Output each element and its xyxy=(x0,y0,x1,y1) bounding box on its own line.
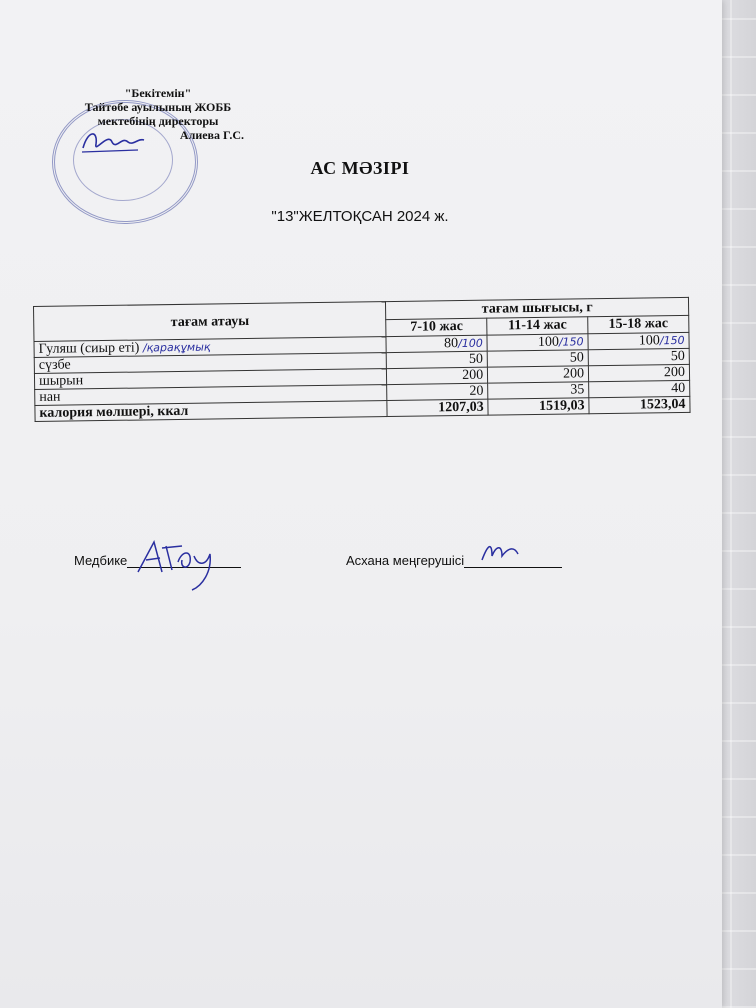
portion-value: 200 xyxy=(488,366,589,383)
age-group-header: 7-10 жас xyxy=(386,318,487,337)
portion-handwritten: /150 xyxy=(659,333,685,348)
dish-name: нан xyxy=(35,385,388,406)
director-signature xyxy=(78,128,148,158)
dish-name: сүзбе xyxy=(34,353,387,374)
portion-value: 200 xyxy=(387,367,488,384)
portion-handwritten: /150 xyxy=(558,335,584,349)
page-title: АС МӘЗІРІ xyxy=(310,158,410,178)
portion-value: 40 xyxy=(589,380,690,397)
portion-value: 200 xyxy=(588,364,689,381)
age-group-header: 11-14 жас xyxy=(487,316,588,335)
kitchen-manager-signature-line xyxy=(346,553,562,568)
dish-handwritten-note: /қарақұмық xyxy=(142,340,211,355)
kitchen-manager-signature xyxy=(478,538,528,566)
portion-value: 80 xyxy=(443,336,459,352)
calorie-value: 1523,04 xyxy=(589,396,690,413)
menu-date: "13"ЖЕЛТОҚСАН 2024 ж. xyxy=(271,208,449,225)
dish-name: шырын xyxy=(34,369,387,390)
column-header-dish: тағам атауы xyxy=(34,302,387,342)
nurse-label: Медбике xyxy=(74,553,128,568)
kitchen-manager-label: Асхана меңгерушісі xyxy=(346,553,465,568)
portion-value: 20 xyxy=(387,383,488,400)
portion-handwritten: /100 xyxy=(457,336,483,351)
age-group-header: 15-18 жас xyxy=(588,315,689,334)
portion-value: 50 xyxy=(487,350,588,367)
nurse-signature xyxy=(132,532,232,594)
menu-table xyxy=(33,297,691,422)
portion-value: 35 xyxy=(488,382,589,399)
total-label: калория мөлшері, ккал xyxy=(35,401,388,422)
calorie-value: 1519,03 xyxy=(488,398,589,415)
portion-value: 50 xyxy=(588,348,689,365)
approval-director-name: Алиева Г.С. xyxy=(179,128,244,142)
calorie-value: 1207,03 xyxy=(387,399,488,416)
approval-line-3: мектебінің директоры xyxy=(97,114,219,128)
approval-line-2: Тайтөбе ауылының ЖОББ xyxy=(84,100,232,114)
approval-line-1: "Бекітемін" xyxy=(124,86,192,100)
portion-value: 50 xyxy=(387,351,488,368)
portion-value: 100 xyxy=(537,334,560,350)
portion-value: 100 xyxy=(638,333,660,349)
column-header-output: тағам шығысы, г xyxy=(386,297,689,319)
dish-name: Гуляш (сиыр еті) xyxy=(38,340,140,357)
